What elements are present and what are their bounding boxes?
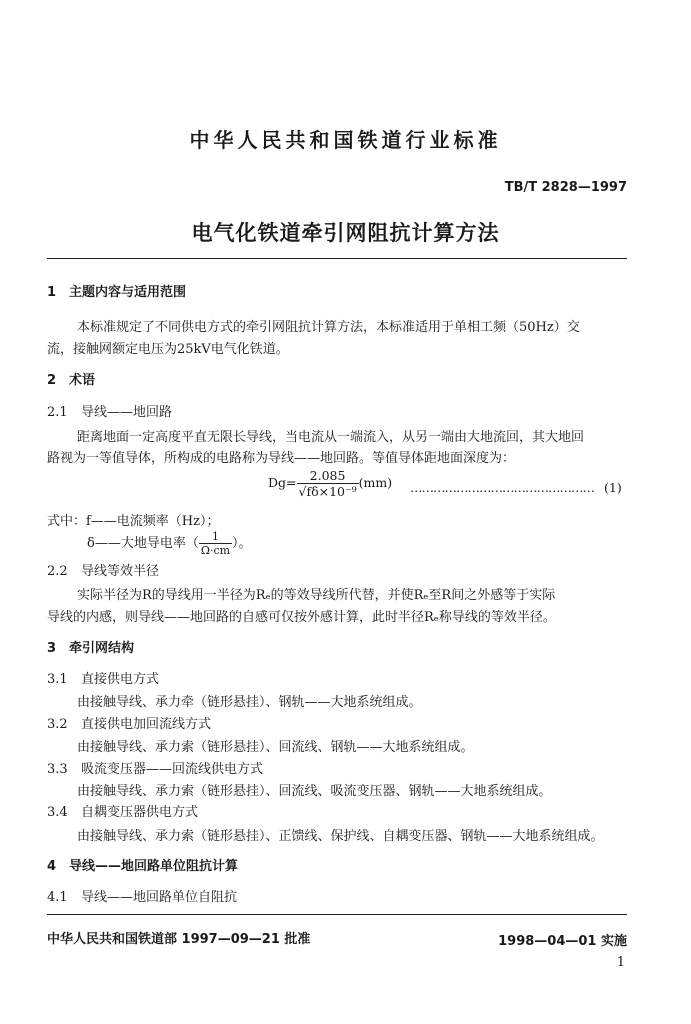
subsection-title: 导线——地回路: [81, 405, 173, 420]
formula-1: [268, 468, 392, 499]
section-1-heading: [47, 281, 186, 300]
standard-title: 中华人民共和国铁道行业标准: [189, 128, 502, 152]
where-line-2-suffix: ）。: [232, 536, 252, 551]
section-2-heading: [47, 369, 95, 388]
subsection-3-2-heading: [47, 713, 211, 732]
subsection-number: 3.1: [47, 672, 68, 687]
subsection-3-4-body: 由接触导线、承力索（链形悬挂）、正馈线、保护线、自耦变压器、钢轨——大地系统组成。: [77, 829, 604, 844]
section-4-heading: [47, 855, 238, 874]
subsection-3-3-body: 由接触导线、承力索（链形悬挂）、回流线、吸流变压器、钢轨——大地系统组成。: [77, 784, 552, 799]
section-number: 3: [47, 641, 57, 656]
fraction-numerator: 1: [199, 530, 232, 544]
subsection-3-1-heading: [47, 668, 159, 687]
formula-lhs: Dg=: [268, 475, 297, 490]
formula-fraction: [297, 468, 359, 499]
subsection-3-3-heading: [47, 758, 263, 777]
section-title: 牵引网结构: [69, 641, 135, 656]
formula-unit: (mm): [358, 475, 393, 490]
subsection-number: 2.2: [47, 564, 68, 579]
subsection-3-2-body: 由接触导线、承力索（链形悬挂）、回流线、钢轨——大地系统组成。: [77, 740, 474, 755]
subsection-2-2-line-2: 导线的内感，则导线——地回路的自感可仅按外感计算，此时半径Rₑ称导线的等效半径。: [47, 610, 556, 625]
subsection-number: 3.2: [47, 717, 68, 732]
subsection-3-1-body: 由接触导线、承力牵（链形悬挂）、钢轨——大地系统组成。: [77, 695, 422, 710]
subsection-2-2-heading: [47, 560, 159, 579]
formula-denominator: √fδ×10⁻⁹: [298, 484, 357, 499]
footer-rule: [47, 914, 627, 915]
section-3-heading: [47, 637, 134, 656]
subsection-number: 4.1: [47, 890, 68, 905]
subsection-2-2-line-1: 实际半径为R的导线用一半径为Rₑ的等效导线所代替，并使Rₑ至R间之外感等于实际: [77, 588, 556, 603]
section-number: 4: [47, 859, 57, 874]
conductivity-unit-fraction: [199, 530, 232, 557]
subsection-title: 自耦变压器供电方式: [81, 805, 199, 820]
approval-line: 中华人民共和国铁道部 1997—09—21 批准: [47, 932, 311, 947]
section-number: 2: [47, 373, 57, 388]
subsection-title: 导线等效半径: [81, 564, 160, 579]
document-title: 电气化铁道牵引网阻抗计算方法: [191, 221, 500, 245]
formula-dot-leader: …………………………………………: [410, 480, 594, 495]
section-number: 1: [47, 285, 57, 300]
implementation-date: 1998—04—01 实施: [498, 934, 627, 949]
page-number: 1: [616, 955, 625, 970]
subsection-3-4-heading: [47, 801, 198, 820]
subsection-title: 直接供电方式: [81, 672, 160, 687]
subsection-2-1-heading: [47, 401, 172, 420]
subsection-2-1-line-2: 路视为一等值导体，所构成的电路称为导线——地回路。等值导体距地面深度为：: [47, 451, 516, 466]
where-line-2-prefix: δ——大地导电率（: [87, 536, 199, 551]
standard-number: TB/T 2828—1997: [504, 180, 627, 195]
subsection-4-1-heading: [47, 886, 237, 905]
subsection-title: 导线——地回路单位自阻抗: [81, 890, 238, 905]
subsection-title: 吸流变压器——回流线供电方式: [81, 762, 264, 777]
formula-numerator: 2.085: [297, 468, 359, 484]
section-title: 术语: [69, 373, 96, 388]
section-1-paragraph-line-2: 流，接触网额定电压为25kV电气化铁道。: [47, 342, 289, 357]
subsection-number: 2.1: [47, 405, 68, 420]
subsection-title: 直接供电加回流线方式: [81, 717, 212, 732]
section-title: 导线——地回路单位阻抗计算: [69, 859, 239, 874]
subsection-number: 3.3: [47, 762, 68, 777]
section-1-paragraph-line-1: 本标准规定了不同供电方式的牵引网阻抗计算方法，本标准适用于单相工频（50Hz）交: [77, 320, 580, 335]
section-title: 主题内容与适用范围: [69, 285, 187, 300]
subsection-2-1-line-1: 距离地面一定高度平直无限长导线，当电流从一端流入，从另一端由大地流回，其大地回: [77, 430, 585, 445]
subsection-number: 3.4: [47, 805, 68, 820]
formula-number: (1): [604, 480, 622, 495]
where-line-2: [87, 530, 252, 557]
fraction-denominator: Ω·cm: [200, 544, 231, 557]
where-line-1: 式中：f——电流频率（Hz）；: [47, 514, 220, 529]
top-rule: [47, 258, 627, 259]
